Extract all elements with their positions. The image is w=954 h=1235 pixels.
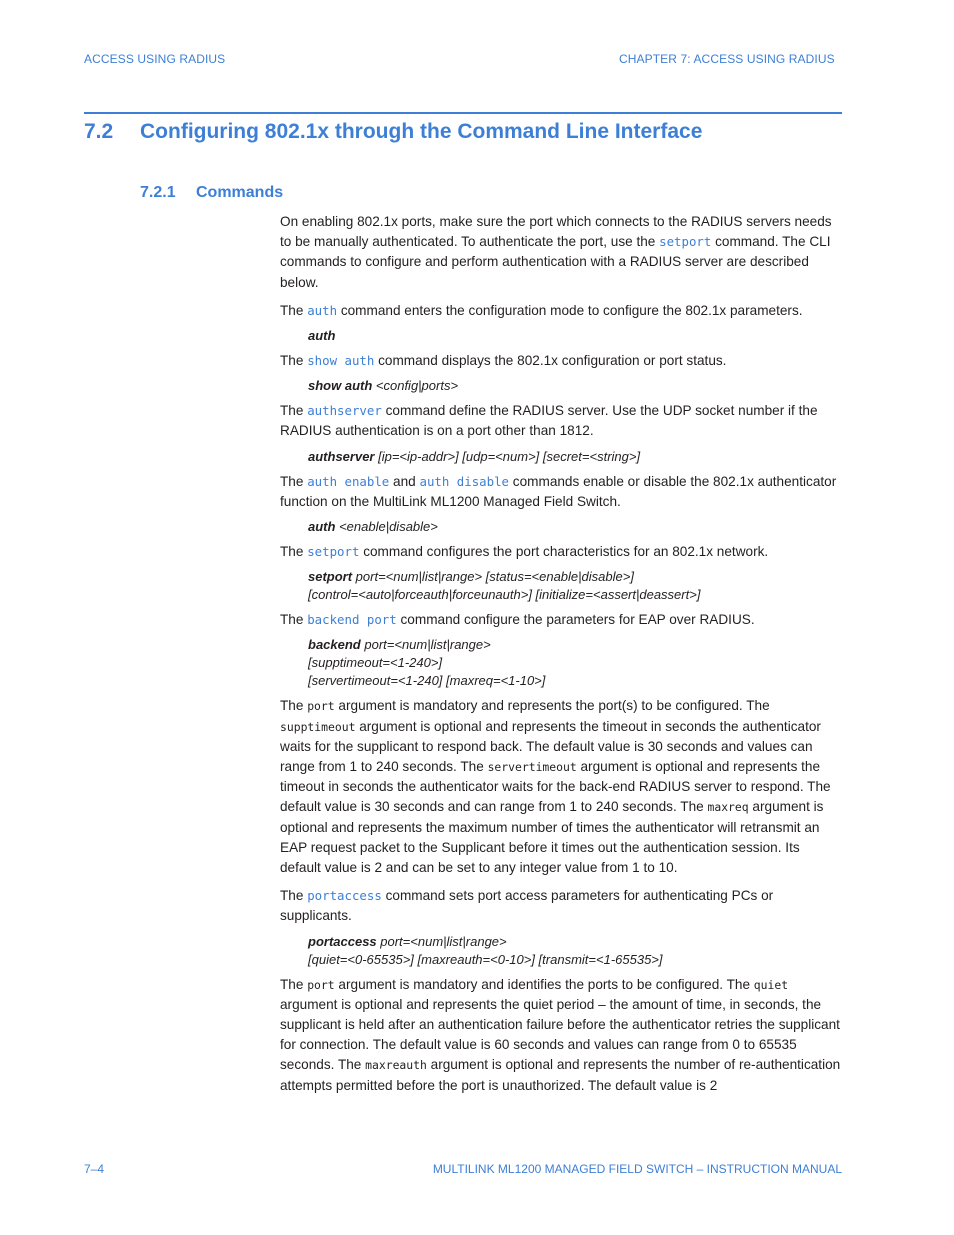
command-setport: setport [307, 544, 360, 560]
show-auth-paragraph: The show auth command displays the 802.1x configuration or port status. [280, 353, 727, 369]
authserver-paragraph: The authserver command define the RADIUS server. Use the UDP socket number if the RADIUS authentication is on a port other than 1812. [280, 403, 818, 439]
running-footer-title: MULTILINK ML1200 MANAGED FIELD SWITCH – INSTRUCTION MANUAL [432, 1162, 842, 1176]
argument-maxreq: maxreq [707, 800, 749, 815]
subsection-title: Commands [196, 184, 284, 201]
command-portaccess: portaccess [307, 888, 382, 904]
page-number: 7–4 [84, 1162, 105, 1176]
argument-quiet: quiet [753, 977, 789, 992]
section-title: Configuring 802.1x through the Command Line Interface [140, 120, 703, 143]
running-header-section: ACCESS USING RADIUS [84, 52, 226, 66]
auth-enable-syntax: auth <enable|disable> [308, 519, 438, 535]
command-auth-enable: auth enable [307, 473, 390, 489]
command-auth: auth [307, 302, 338, 318]
authserver-syntax: authserver [ip=<ip-addr>] [udp=<num>] [secret=<string>] [308, 448, 641, 464]
portaccess-syntax: portaccess port=<num|list|range> [quiet=<0-65535>] [maxreauth=<0-10>] [transmit=<1-65535>] [308, 933, 663, 967]
argument-maxreauth: maxreauth [365, 1058, 427, 1073]
command-setport: setport [659, 234, 712, 250]
command-backend-port: backend port [307, 612, 397, 628]
backend-paragraph: The backend port command configure the parameters for EAP over RADIUS. [280, 612, 755, 628]
show-auth-syntax: show auth <config|ports> [308, 378, 459, 394]
auth-paragraph: The auth command enters the configuration mode to configure the 802.1x parameters. [280, 302, 803, 318]
backend-description: The port argument is mandatory and represents the port(s) to be configured. The supptimeout argument is optional and represents the timeout in seconds the authenticator waits for the supplicant to respond back. The default value is 30 seconds and values can range from 1 to 240 seconds. The servertimeout argument is optional and represents the timeout in seconds the authenticator waits for the back-end RADIUS server to respond. The default value is 30 seconds and can range from 1 to 240 seconds. The maxreq argument is optional and represents the maximum number of times the authenticator will retransmit an EAP request packet to the Supplicant before it times out the authentication session. Its default value is 2 and can be set to any integer value from 1 to 10. [280, 698, 831, 876]
setport-paragraph: The setport command configures the port characteristics for an 802.1x network. [280, 544, 769, 560]
command-auth-disable: auth disable [419, 473, 510, 489]
portaccess-paragraph: The portaccess command sets port access parameters for authenticating PCs or supplicants. [280, 888, 774, 924]
section-heading [84, 120, 702, 144]
auth-syntax: auth [308, 328, 336, 344]
argument-servertimeout: servertimeout [487, 760, 577, 775]
command-show-auth: show auth [307, 353, 375, 369]
subsection-number: 7.2.1 [140, 184, 176, 201]
intro-paragraph: On enabling 802.1x ports, make sure the port which connects to the RADIUS servers needs to be manually authenticated. To authenticate the port, use the setport command. The CLI commands to configure and perform authentication with a RADIUS server are described below. [280, 214, 832, 290]
body-text [280, 212, 842, 1104]
setport-syntax: setport port=<num|list|range> [status=<enable|disable>] [control=<auto|forceauth|forceunauth>] [initialize=<assert|deassert>] [308, 569, 701, 603]
argument-supptimeout: supptimeout [280, 719, 356, 734]
argument-port: port [307, 977, 335, 992]
auth-enable-paragraph: The auth enable and auth disable commands enable or disable the 802.1x authenticator function on the MultiLink ML1200 Managed Field Switch. [280, 473, 837, 509]
portaccess-description: The port argument is mandatory and identifies the ports to be configured. The quiet argument is optional and represents the quiet period – the amount of time, in seconds, the supplicant is held after an authentication failure before the authenticator retries the supplicant for connection. The default value is 60 seconds and values can range from 0 to 65535 seconds. The maxreauth argument is optional and represents the number of re-authentication attempts permitted before the port is unauthorized. The default value is 2 [280, 976, 841, 1093]
header-rule [84, 112, 842, 114]
subsection-heading [140, 184, 283, 202]
argument-port: port [307, 699, 335, 714]
running-header-chapter: CHAPTER 7: ACCESS USING RADIUS [619, 52, 835, 66]
backend-syntax: backend port=<num|list|range> [supptimeout=<1-240>] [servertimeout=<1-240] [maxreq=<1-10>] [308, 637, 546, 689]
section-number: 7.2 [84, 120, 114, 143]
command-authserver: authserver [307, 403, 382, 419]
